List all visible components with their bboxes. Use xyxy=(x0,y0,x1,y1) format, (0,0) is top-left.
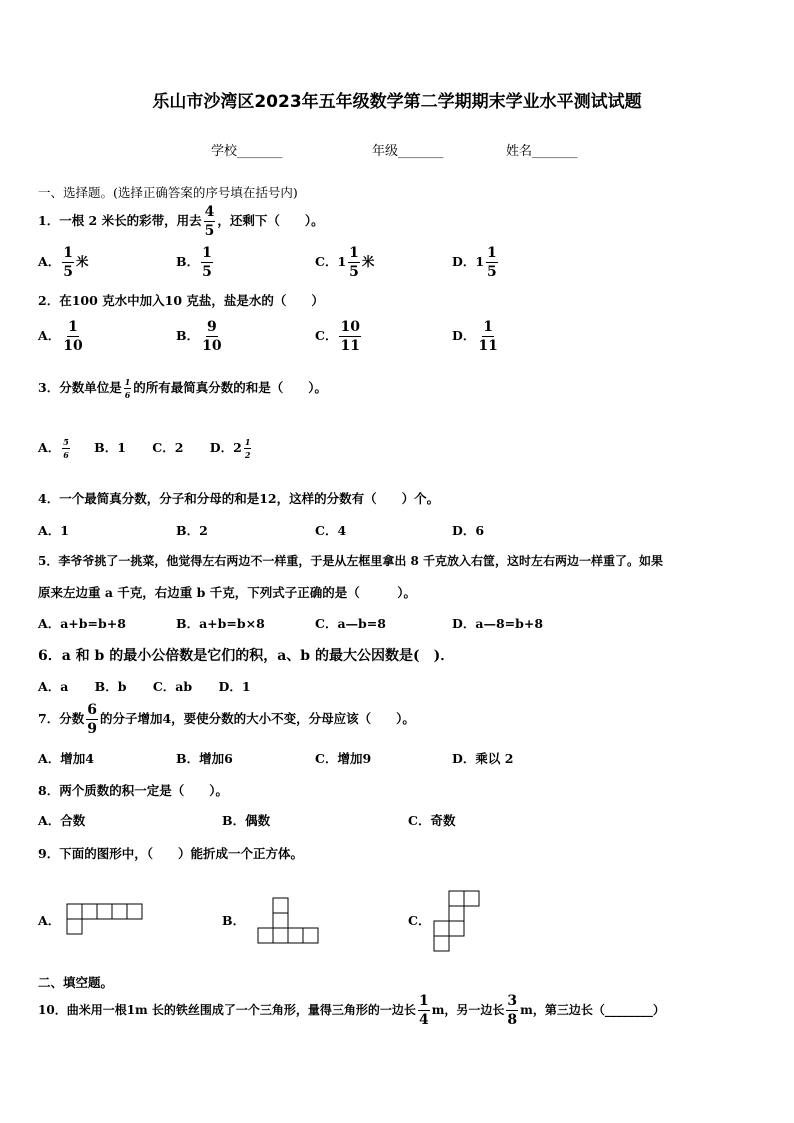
q5-option-d: D．a—8=b+8 xyxy=(452,616,544,631)
q6-options xyxy=(38,677,251,695)
q5-option-c: C．a—b=8 xyxy=(315,616,386,631)
q4-option-a: A．1 xyxy=(38,523,69,538)
question-9: 9．下面的图形中，（ ）能折成一个正方体。 xyxy=(38,846,303,861)
question-7: 7．分数 $\frac{6}{9}$ 的分子增加4，要使分数的大小不变，分母应该（ ）。 xyxy=(38,702,415,737)
q6-option-c: C．ab xyxy=(152,679,193,694)
q8-option-b: B．偶数 xyxy=(222,813,271,828)
question-4: 4．一个最简真分数，分子和分母的和是12，这样的分数有（ ）个。 xyxy=(38,491,440,506)
cube-net-c xyxy=(433,890,485,956)
q7-option-d: D．乘以 2 xyxy=(452,751,514,766)
question-5-line-2: 原来左边重 a 千克，右边重 b 千克，下列式子正确的是（ ）。 xyxy=(38,585,416,600)
question-3: 3．分数单位是 $\frac{1}{6}$ 的所有最简真分数的和是（ ）。 xyxy=(38,377,328,400)
q8-option-a: A．合数 xyxy=(38,813,86,828)
q7-option-b: B．增加6 xyxy=(176,751,233,766)
q2-option-d: D． $\frac{1}{11}$ xyxy=(452,319,498,354)
q3-option-a: A． $\frac{5}{6}$ xyxy=(38,437,69,460)
q4-option-b: B．2 xyxy=(176,523,208,538)
q6-option-a: A．a xyxy=(38,679,69,694)
q5-option-b: B．a+b=b×8 xyxy=(176,616,265,631)
q3-option-d: D．2 $\frac{1}{2}$ xyxy=(209,437,251,460)
question-5-line-1: 5．李爷爷挑了一挑菜，他觉得左右两边不一样重，于是从左框里拿出 8 千克放入右筐，这时左右两边一样重了。如果 xyxy=(38,554,664,568)
q6-option-b: B．b xyxy=(94,679,127,694)
name-field: 姓名_______ xyxy=(506,144,578,159)
question-1: 1．一根 2 米长的彩带，用去 $\frac{4}{5}$ ，还剩下（ ）。 xyxy=(38,204,324,239)
cube-net-b xyxy=(257,897,323,947)
q7-option-a: A．增加4 xyxy=(38,751,94,766)
question-8: 8．两个质数的积一定是（ ）。 xyxy=(38,783,228,798)
section-choice-heading: 一、选择题。(选择正确答案的序号填在括号内) xyxy=(38,185,298,200)
question-2: 2．在100 克水中加入10 克盐，盐是水的（ ） xyxy=(38,293,324,308)
q5-option-a: A．a+b=b+8 xyxy=(38,616,126,631)
page-title: 乐山市沙湾区2023年五年级数学第二学期期末学业水平测试试题 xyxy=(152,92,642,112)
q3-options xyxy=(38,438,253,459)
q8-option-c: C．奇数 xyxy=(408,813,456,828)
q9-option-c-label: C． xyxy=(408,913,431,928)
q4-option-c: C．4 xyxy=(315,523,347,538)
q9-option-b-label: B． xyxy=(222,913,246,928)
q1-option-b: B． $\frac{1}{5}$ xyxy=(176,245,212,280)
cube-net-a xyxy=(66,903,146,937)
q3-option-b: B．1 xyxy=(94,440,126,455)
section-fill-heading: 二、填空题。 xyxy=(38,975,114,990)
q1-option-a: A． $\frac{1}{5}$ 米 xyxy=(38,245,89,280)
question-6: 6．a 和 b 的最小公倍数是它们的积，a、b 的最大公因数是( )． xyxy=(38,648,455,664)
q7-option-c: C．增加9 xyxy=(315,751,372,766)
q2-option-a: A． $\frac{1}{10}$ xyxy=(38,319,83,354)
q2-option-b: B． $\frac{9}{10}$ xyxy=(176,319,222,354)
grade-field: 年级_______ xyxy=(372,144,444,159)
q9-option-a-label: A． xyxy=(38,913,61,928)
school-field: 学校_______ xyxy=(211,144,283,159)
question-10: 10．曲米用一根1m 长的铁丝围成了一个三角形，量得三角形的一边长 $\frac{1}{4}$ m，另一边长 $\frac{3}{8}$ m，第三边长（________） xyxy=(38,993,665,1028)
q1-option-d: D．1 $\frac{1}{5}$ xyxy=(452,245,497,280)
q2-option-c: C． $\frac{10}{11}$ xyxy=(315,319,360,354)
q4-option-d: D．6 xyxy=(452,523,485,538)
q1-option-c: C．1 $\frac{1}{5}$ 米 xyxy=(315,245,375,280)
q3-option-c: C．2 xyxy=(152,440,184,455)
q6-option-d: D．1 xyxy=(218,679,251,694)
